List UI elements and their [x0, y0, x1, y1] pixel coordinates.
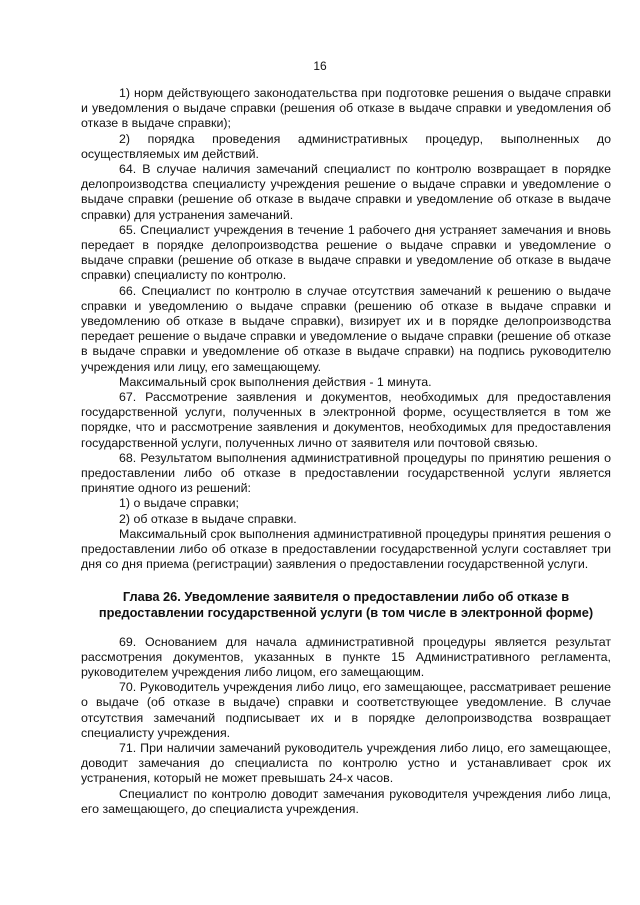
paragraph: 2) порядка проведения административных процедур, выполненных до осуществляемых им действий. — [81, 131, 611, 161]
paragraph: 67. Рассмотрение заявления и документов, необходимых для предоставления государственной услуги, полученных в электронной форме, осуществляется в том же порядке, что и рассмотрение заявления и документов, необходимых для предоставления государственной услуги, полученных лично от заявителя или почтовой связью. — [81, 390, 611, 450]
paragraph: 64. В случае наличия замечаний специалист по контролю возвращает в порядке делопроизводства специалисту учреждения решение о выдаче справки и уведомление о выдаче справки (решение об отказе в выдаче справки и уведомление об отказе в выдаче справки) для устранения замечаний. — [81, 162, 611, 222]
paragraph: Максимальный срок выполнения действия - 1 минута. — [119, 374, 432, 389]
list-item: 1) о выдаче справки; — [119, 496, 239, 511]
page-number: 16 — [313, 59, 327, 73]
paragraph: 71. При наличии замечаний руководитель учреждения либо лицо, его замещающее, доводит замечания до специалиста по контролю устно и устанавливает срок их устранения, который не может превышать 24-х часов. — [81, 740, 611, 786]
list-item: 2) об отказе в выдаче справки. — [119, 511, 297, 526]
paragraph: Специалист по контролю доводит замечания руководителя учреждения либо лица, его замещающего, до специалиста учреждения. — [81, 786, 611, 816]
paragraph: 65. Специалист учреждения в течение 1 рабочего дня устраняет замечания и вновь передает в порядке делопроизводства решение о выдаче справки и уведомление о выдаче справки (решение об отказе в выдаче справки и уведомление об отказе в выдаче справки) специалисту по контролю. — [81, 222, 611, 283]
paragraph: 66. Специалист по контролю в случае отсутствия замечаний к решению о выдаче справки и уведомлению о выдаче справки (решению об отказе в выдаче справки и уведомлению об отказе в выдаче справки), визирует их и в порядке делопроизводства передает решение о выдаче справки и уведомление о выдаче справки (решение об отказе в выдаче справки и уведомление об отказе в выдаче справки) на подпись руководителю учреждения или лицу, его замещающему. — [81, 283, 611, 374]
paragraph: 68. Результатом выполнения административной процедуры по принятию решения о предоставлении либо об отказе в предоставлении государственной услуги является принятие одного из решений: — [81, 450, 611, 496]
paragraph: 70. Руководитель учреждения либо лицо, его замещающее, рассматривает решение о выдаче (об отказе в выдаче) справки и соответствующее уведомление. В случае отсутствия замечаний подписывает их и в порядке делопроизводства возвращает специалисту учреждения. — [81, 680, 611, 740]
paragraph: Максимальный срок выполнения административной процедуры принятия решения о предоставлении либо об отказе в предоставлении государственной услуги составляет три дня со дня приема (регистрации) заявления о предоставлении государственной услуги. — [81, 526, 611, 572]
document-body — [81, 86, 611, 817]
paragraph: 69. Основанием для начала административной процедуры является результат рассмотрения документов, указанных в пункте 15 Административного регламента, руководителем учреждения либо лицом, его замещающим. — [81, 634, 611, 679]
chapter-heading: Глава 26. Уведомление заявителя о предоставлении либо об отказе в предоставлении государственной услуги (в том числе в электронной форме) — [98, 588, 594, 620]
paragraph: 1) норм действующего законодательства при подготовке решения о выдаче справки и уведомления о выдаче справки (решения об отказе в выдаче справки и уведомления об отказе в выдаче справки); — [81, 86, 611, 131]
